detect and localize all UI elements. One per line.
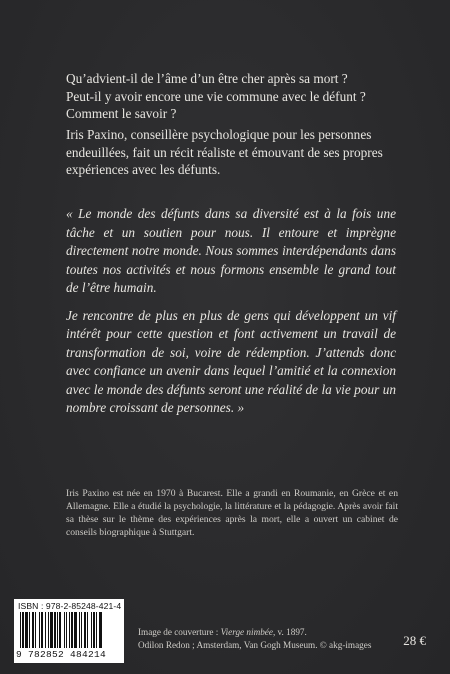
barcode-bar xyxy=(45,612,46,648)
intro-description xyxy=(66,126,396,179)
barcode-bar xyxy=(39,612,40,648)
barcode-bar xyxy=(87,612,88,648)
barcode-bar xyxy=(48,612,49,648)
isbn-text: ISBN : 978-2-85248-421-4 xyxy=(18,601,122,611)
barcode-bar xyxy=(54,612,56,648)
intro-question-1: Qu’advient-il de l’âme d’un être cher après sa mort ? xyxy=(66,71,348,86)
ean-digits: 9 782852 484214 xyxy=(16,649,107,660)
barcode-bar xyxy=(74,612,77,648)
barcode-bar xyxy=(29,612,30,648)
barcode-bar xyxy=(81,612,82,648)
intro-question-2: Peut-il y avoir encore une vie commune avec le défunt ? xyxy=(66,88,366,104)
barcode-bar xyxy=(59,612,61,648)
barcode-bar xyxy=(71,612,73,648)
barcode-bar xyxy=(25,612,28,648)
author-bio-text: Iris Paxino est née en 1970 à Bucarest. Elle a grandi en Roumanie, en Grèce et en Allemagne. Elle a étudié la psychologie, la littérature et la pédagogie. Après avoir fait sa thèse sur le thème des expériences après la mort, elle a ouvert un cabinet de conseils biographique à Stuttgart. xyxy=(66,488,398,538)
barcode-bar xyxy=(35,612,36,648)
barcode-bar xyxy=(99,612,102,648)
author-bio xyxy=(66,487,398,539)
barcode-bar xyxy=(20,612,21,648)
barcode-bar xyxy=(32,612,34,648)
quote-block xyxy=(66,205,396,418)
barcode-bar xyxy=(50,612,53,648)
barcode-bar xyxy=(84,612,86,648)
credits-suffix: , v. 1897. xyxy=(272,627,307,637)
credits-artwork-title: Vierge nimbée xyxy=(220,627,273,637)
barcode-bar xyxy=(64,612,65,648)
quote-paragraph-2: Je rencontre de plus en plus de gens qui développent un vif intérêt pour cette question et font activement un travail de transformation de soi, voire de rédemption. J’attends donc avec confiance un avenir dans lequel l’amitié et la connexion avec le monde des défunts seront une réalité de la vie pour un nombre croissant de personnes. » xyxy=(66,307,396,415)
barcode-bar xyxy=(96,612,97,648)
barcode-bar xyxy=(41,612,43,648)
barcode-bars xyxy=(18,612,120,648)
barcode-bar xyxy=(91,612,92,648)
price: 28 € xyxy=(403,633,426,648)
barcode-bar xyxy=(57,612,58,648)
credits-line-2: Odilon Redon ; Amsterdam, Van Gogh Museum. © akg-images xyxy=(138,640,372,650)
cover-credits xyxy=(138,626,388,652)
barcode-bar xyxy=(79,612,80,648)
barcode-bar xyxy=(66,612,67,648)
barcode-bar xyxy=(93,612,95,648)
credits-prefix: Image de couverture : xyxy=(138,627,221,637)
credits-line-1 xyxy=(138,626,388,639)
barcode-bar xyxy=(69,612,70,648)
barcode-bar xyxy=(22,612,24,648)
quote-paragraph-1: « Le monde des défunts dans sa diversité est à la fois une tâche et un soutien pour nous. Il entoure et imprègne directement notre monde. Nous sommes interdépendants dans toutes nos activités et nous formons ensemble le grand tout de l’être humain. xyxy=(66,206,396,295)
intro-body: Iris Paxino, conseillère psychologique pour les personnes endeuillées, fait un récit réaliste et émouvant de ses propres expériences avec les défunts. xyxy=(66,127,383,177)
intro-question-3: Comment le savoir ? xyxy=(66,106,177,121)
intro-questions xyxy=(66,70,396,123)
barcode-label xyxy=(14,599,124,663)
